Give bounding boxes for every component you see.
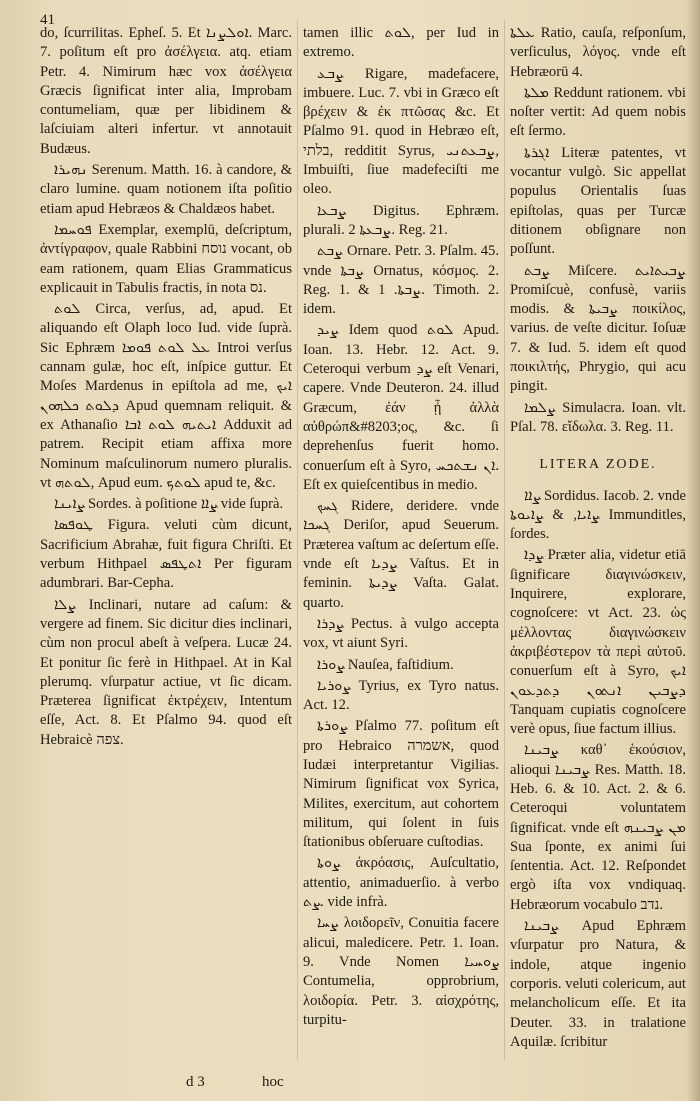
paragraph: ܨܐܝܢܐ Sordes. à poſitione ܨܐܐ vide ſuprà. xyxy=(54,496,284,513)
paragraph: ܨܝܕ Idem quod ܠܘܬ Apud. Ioan. 13. Hebr. 12. Act. 9. Ceteroqui verbum ܨܕ eſt Venari, capere. Vnde Deuteron. 24. illud Græcum, ἐάν ᾖ ἀλλὰ αὐθρώπ&#8203;ος, &c. ſi deprehenſus fuerit homo. conuerſum eſt à Syro, ܐܢ ܢܫܬܟܚ. Eſt ex quieſcentibus in medio. xyxy=(303,322,499,493)
paragraph: ܨܠܐ Inclinari, nutare ad caſum: & vergere ad finem. Sic dicitur dies inclinari, cùm non procul abeſt à veſpera. Lucæ 24. Et ponitur ſic ferè in Hithpael. At in Kal plerumq. vſurpatur actiue, vt ſic dicam. Præterea ſignificat ἐκτρέχειν, Intentum eſſe, Act. 8. Et Pſalmo 94. quod eſt Hebraicè צפה. xyxy=(40,596,292,748)
paragraph: ܨܘܬܐ ἀκρόασις, Auſcultatio, attentio, animaduerſio. à verbo ܨܬ. vide infrà. xyxy=(303,855,499,911)
column-divider xyxy=(504,20,505,1060)
paragraph: ܥܠܬܐ Ratio, cauſa, reſponſum, verſiculus, λόγος. vnde eſt Hebræorū 4. xyxy=(510,25,686,80)
paragraph: ܨܘܪܝܐ Tyrius, ex Tyro natus. Act. 12. xyxy=(303,677,499,714)
paragraph: ܛܘܦܣܐ Figura. veluti cùm dicunt, Sacrificium Abrahæ, fuit figura Chriſti. Et verbum Hithpael ܐܬܛܦܣ Per figuram adumbrari. Bar-Cepha. xyxy=(40,517,292,592)
paragraph: ܨܒܝܢܐ Apud Ephræm vſurpatur pro Natura, & indole, atque ingenio corporis. veluti colericum, aut melancholicum eſſe. Et ita Deuter. 33. in tralatione Aquilæ. ſcribitur xyxy=(510,918,686,1050)
paragraph: ܨܚܐ λοιδορεῖν, Conuitia facere alicui, maledicere. Petr. 1. Ioan. 9. Vnde Nomen ܨܘܚܝܐ Contumelia, opprobrium, λοιδορία. Petr. 3. αἰσχρότης, turpitu- xyxy=(303,915,499,1028)
paragraph: do, ſcurrilitas. Epheſ. 5. Et ܐܘܠܨܢܐ. Marc. 7. poſitum eſt pro ἀσέλγεια. atq. etiam Petr. 4. Nimirum hæc vox ἀσέλγεια Græcis ſignificat inter alia, Improbam contumeliam, quæ per libidinem & laſciuiam alteri infertur. vt annotauit Budæus. xyxy=(40,25,292,157)
text-column-left xyxy=(40,24,292,1059)
paragraph: ܨܒܬ Ornare. Petr. 3. Pſalm. 45. vnde ܨܒܬܐ Ornatus, κόσμος. 2. Reg. 1. & ܨܒܬܐ. 1. Timoth. 2. idem. xyxy=(303,243,499,318)
paragraph: ܨܒܥܐ Digitus. Ephræm. plurali. ܨܒܥܬܐ 2. Reg. 21. xyxy=(303,202,499,238)
text-column-right xyxy=(510,24,686,1059)
column-divider xyxy=(297,20,298,1060)
paragraph: ܨܠܡܐ Simulacra. Ioan. vlt. Pſal. 78. εἴδωλα. 3. Reg. 11. xyxy=(510,399,686,435)
paragraph: ܠܘܬ Circa, verſus, ad, apud. Et aliquando eſt Olaph loco Iud. vide ſuprà. Sic Ephræm ܥܠ ܠܘܬ ܦܘܡܐ Introi verſus cannam gulæ, hoc eſt, inſpice guttur. Et Moſes Mardenus in epiſtola ad me, ܐܝܟ ܕܠܘܬ ܟܠܗܘܢ Apud quemnam reliquit. & ex Athanaſio ܐܝܬܝܗ ܠܘܬ ܐܒܐ Adduxit ad patrem. Recipit etiam affixa more Nominum maſculinorum numero pluralis. vt ܠܘܬܗ, Apud eum. ܠܘܬܟ apud te, &c. xyxy=(40,301,292,491)
paragraph: ܨܘܪܬܐ Pſalmo 77. poſitum eſt pro Hebraico אשמרה, quod Iudæi interpretantur Vigilias. Nimirum ſignificat vox Syrica, Milites, exercitum, aut cohortem militum, qui ſolent in ſuis ſtationibus obſeruare cuſtodias. xyxy=(303,718,499,851)
page-edge-shadow xyxy=(686,0,700,1101)
paragraph: ܨܒܝܢܐ καθ᾽ ἑκούσιον, alioqui ܨܒܝܢܐ Res. Matth. 18. Heb. 6. & 10. Act. 2. & 6. Ceteroqui voluntatem ſignificat. vnde eſt ܡܢ ܨܒܝܢܗ Sua ſponte, ex animi ſui ſententia. Act. 12. Reſpondet ergò iſta vox vndiquaq. Hebræorum vocabulo נדב. xyxy=(510,742,686,913)
paragraph: ܨܕܪܐ Pectus. à vulgo accepta vox, vt aiunt Syri. xyxy=(303,615,499,652)
paragraph: ܐܓܪܬܐ Literæ patentes, vt vocantur vulgò. Sic appellat populus Orientalis ſuas epiſtolas, quas per Turcæ ditionem obſignare non poſſunt. xyxy=(510,144,686,258)
paragraph: ܦܘܚܡܐ Exemplar, exemplū, deſcriptum, ἀντίγραφον, quale Rabbini נוסח vocant, ob eam rationem, quam Elias Grammaticus explicauit in Tabulis fractis, in nota נס. xyxy=(40,221,292,296)
paragraph: ܨܘܪܐ Nauſea, faſtidium. xyxy=(317,656,454,673)
catchword: hoc xyxy=(262,1074,284,1090)
paragraph: ܡܠܬܐ Reddunt rationem. vbi noſter vertit: Ad quem nobis eſt ſermo. xyxy=(510,84,686,140)
page-number: 41 xyxy=(40,12,55,28)
paragraph: tamen illic ܠܘܬ, per Iud in extremo. xyxy=(303,25,499,61)
section-heading: LITERA ZODE. xyxy=(539,457,657,473)
paragraph: ܨܐܐ Sordidus. Iacob. 2. vnde ܨܐܝܐ, & ܨܐܝܘܬܐ Immunditles, ſordes. xyxy=(510,487,686,543)
signature-mark: d 3 xyxy=(186,1074,205,1090)
paragraph: ܨܒܬ Miſcere. ܨܒܝܬܐܝܬ Promiſcuè, confusè, variis modis. & ܨܒܝܬܐ ποικίλος, varius. de veſte dicitur. Ioſuæ 7. & Iud. 5. idem eſt quod ποικιλτής, Phrygio, qui acu pingit. xyxy=(510,262,686,395)
text-column-middle xyxy=(303,24,499,1059)
paragraph: ܨܒܥ Rigare, madefacere, imbuere. Luc. 7. vbi in Græco eſt βρέχειν & ἐκ πτῶσας &c. Et Pſalmo 91. quod in Hebræo eſt, בלתי, redditit Syrus, ܨܒܥܬܢܝ, Imbuiſti, ſiue madefeciſti me oleo. xyxy=(303,65,499,198)
paragraph: ܨܕܐ Præter alia, videtur etiā ſignificare διαγινώσκειν, Inquirere, explorare, cognoſcere: vt Act. 23. ὡς μέλλοντας διαγινώσκειν ἀκριβέστερον τὰ περὶ αὐτοῦ. conuerſum eſt à Syro, ܐܝܟ ܕܨܒܝܢ ܐܢܬܘܢ ܕܬܕܥܘܢ Tanquam cupiatis cognoſcere verè opus, ſiue factum illius. xyxy=(510,547,686,738)
paragraph: ܓܚܟ Ridere, deridere. vnde ܓܚܟܐ Deriſor, apud Seuerum. Præterea vaſtum ac deſertum eſſe. vnde eſt ܨܕܝܐ Vaſtus. Et in feminin. ܨܕܝܬܐ Vaſta. Galat. quarto. xyxy=(303,498,499,611)
paragraph: ܢܗܝܪܐ Serenum. Matth. 16. à candore, & claro lumine. quam notionem iſta poſitio etiam apud Hebræos & Chaldæos habet. xyxy=(40,162,292,217)
